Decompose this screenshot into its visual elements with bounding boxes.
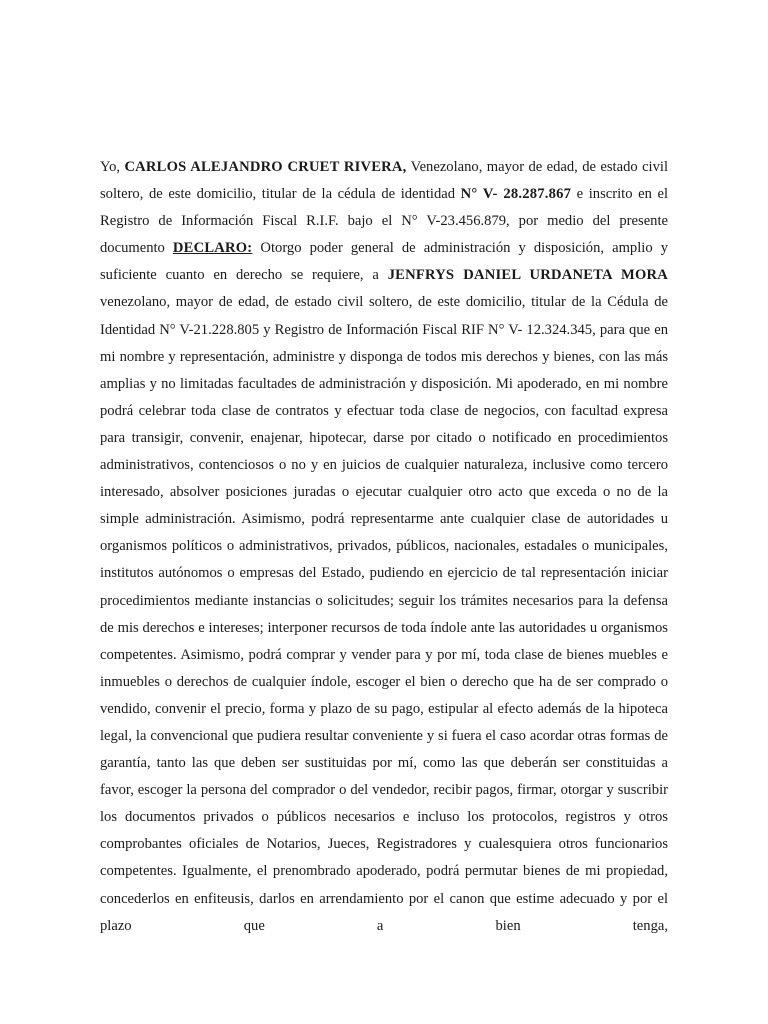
attorney-name: JENFRYS DANIEL URDANETA MORA [387,267,669,284]
intro-text: Yo, [100,159,125,175]
grantor-id-number: N° V- 28.287.867 [460,186,572,203]
grantor-details-text: Venezolano, mayor de edad, de estado civil soltero, de este domicilio, titular de la cédula de identidad [100,159,669,203]
grant-text: Otorgo poder general de administración y disposición, amplio y suficiente cuanto en derecho se requiere, a [100,240,668,284]
declaro-heading [173,240,252,256]
grantor-name: CARLOS ALEJANDRO CRUET RIVERA, [124,159,407,175]
power-of-attorney-paragraph [100,154,668,940]
powers-text: venezolano, mayor de edad, de estado civil soltero, de este domicilio, titular de la Cédula de Identidad N° V-21.228.805 y Registro de Información Fiscal RIF N° V- 12.324.345, para que en mi nombre y representación, administre y disponga de todos mis derechos y bienes, con las más amplias y no limitadas facultades de administración y disposición. Mi apoderado, en mi nombre podrá celebrar toda clase de contratos y efectuar toda clase de negocios, con facultad expresa para transigir, convenir, enajenar, hipotecar, darse por citado o notificado en procedimientos administrativos, contenciosos o no y en juicios de cualquier naturaleza, inclusive como tercero interesado, absolver posiciones juradas o ejecutar cualquier otro acto que exceda o no de la simple administración. Asimismo, podrá representarme ante cualquier clase de autoridades u organismos políticos o administrativos, privados, públicos, nacionales, estadales o municipales, institutos autónomos o empresas del Estado, pudiendo en ejercicio de tal representación iniciar procedimientos mediante instancias o solicitudes; seguir los trámites necesarios para la defensa de mis derechos e intereses; interponer recursos de toda índole ante las autoridades u organismos competentes. Asimismo, podrá comprar y vender para y por mí, toda clase de bienes muebles e inmuebles o derechos de cualquier índole, escoger el bien o derecho que ha de ser comprado o vendido, convenir el precio, forma y plazo de su pago, estipular al efecto además de la hipoteca legal, la convencional que pudiera resultar conveniente y si fuera el caso acordar otras formas de garantía, tanto las que deben ser sustituidas por mí, como las que deberán ser constituidas a favor, escoger la persona del comprador o del vendedor, recibir pagos, firmar, otorgar y suscribir los documentos privados o públicos necesarios e incluso los protocolos, registros y otros comprobantes oficiales de Notarios, Jueces, Registradores y cualesquiera otros funcionarios competentes. Igualmente, el prenombrado apoderado, podrá permutar bienes de mi propiedad, concederlos en enfiteusis, darlos en arrendamiento por el canon que estime adecuado y por el plazo que a bien tenga, [100,294,668,934]
declaro-underlined: DECLARO: [172,240,253,257]
grantor-rif-text: e inscrito en el Registro de Información Fiscal R.I.F. bajo el N° V-23.456.879, por medio del presente documento [100,186,668,257]
